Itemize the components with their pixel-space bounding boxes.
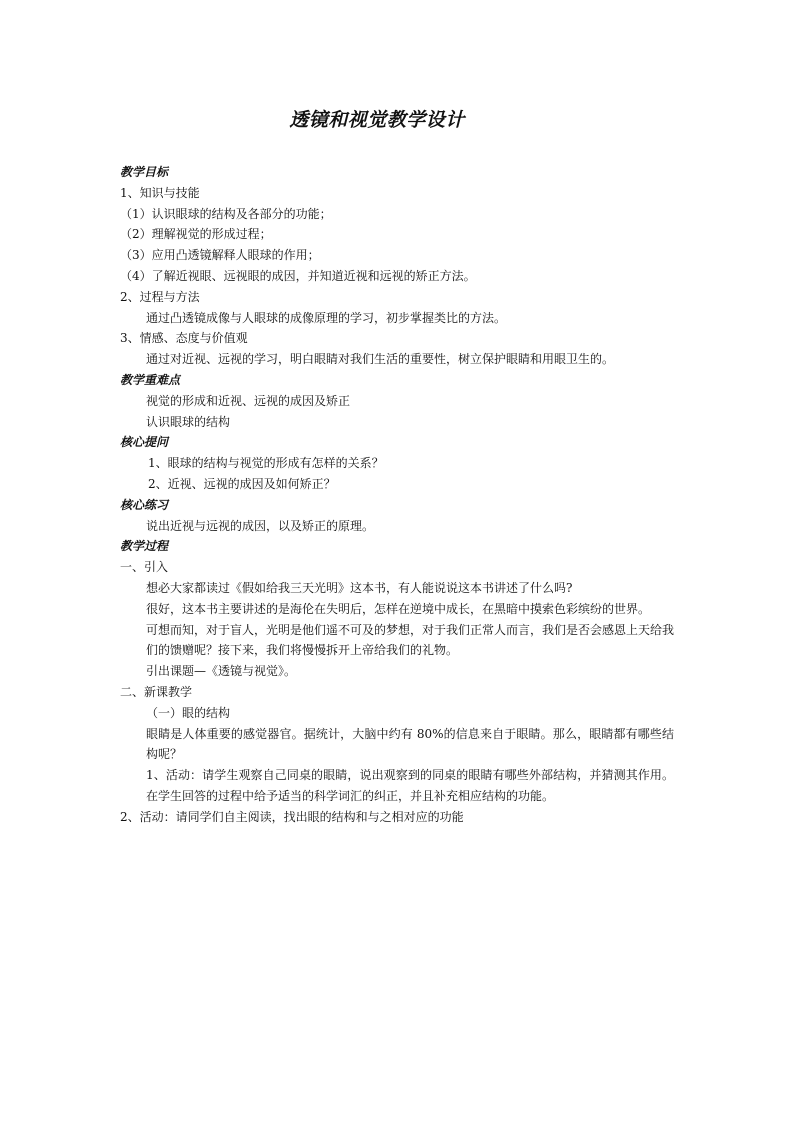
knowledge-heading: 1、知识与技能 — [120, 185, 200, 200]
key-points-heading: 教学重难点 — [120, 372, 181, 387]
knowledge-item: （3）应用凸透镜解释人眼球的作用； — [120, 248, 320, 263]
activity-two-text: 2、活动：请同学们自主阅读，找出眼的结构和与之相对应的功能 — [120, 809, 464, 824]
emotion-heading: 3、情感、态度与价值观 — [120, 331, 248, 346]
eye-structure-heading: （一）眼的结构 — [146, 705, 231, 720]
new-lesson-heading: 二、新课教学 — [120, 684, 193, 699]
core-question-item: 1、眼球的结构与视觉的形成有怎样的关系？ — [148, 456, 384, 471]
teaching-process-heading: 教学过程 — [120, 539, 169, 554]
intro-heading: 一、引入 — [120, 560, 169, 575]
core-practice-text: 说出近视与远视的成因，以及矫正的原理。 — [146, 518, 375, 533]
document-body — [120, 162, 680, 828]
core-questions-heading: 核心提问 — [120, 435, 169, 450]
eye-structure-text: 眼睛是人体重要的感觉器官。据统计，大脑中约有 80%的信息来自于眼睛。那么，眼睛都有哪些结构呢？ — [146, 726, 674, 762]
knowledge-item: （2）理解视觉的形成过程； — [120, 227, 272, 242]
document-title: 透镜和视觉教学设计 — [289, 109, 465, 131]
core-question-item: 2、近视、远视的成因及如何矫正？ — [148, 476, 336, 491]
intro-paragraph: 想必大家都读过《假如给我三天光明》这本书，有人能说说这本书讲述了什么吗? — [146, 580, 573, 595]
intro-paragraph: 引出课题—《透镜与视觉》。 — [146, 664, 297, 679]
intro-paragraph: 可想而知，对于盲人，光明是他们遥不可及的梦想，对于我们正常人而言，我们是否会感恩上天给我们的馈赠呢？接下来，我们将慢慢拆开上帝给我们的礼物。 — [146, 622, 675, 658]
knowledge-item: （1）认识眼球的结构及各部分的功能； — [120, 206, 332, 221]
intro-paragraph: 很好，这本书主要讲述的是海伦在失明后，怎样在逆境中成长，在黑暗中摸索色彩缤纷的世界。 — [146, 601, 651, 616]
process-method-heading: 2、过程与方法 — [120, 289, 200, 304]
process-method-text: 通过凸透镜成像与人眼球的成像原理的学习，初步掌握类比的方法。 — [146, 310, 507, 325]
key-point-item: 认识眼球的结构 — [146, 414, 231, 429]
emotion-text: 通过对近视、远视的学习，明白眼睛对我们生活的重要性，树立保护眼睛和用眼卫生的。 — [146, 352, 615, 367]
goals-heading: 教学目标 — [120, 165, 169, 179]
core-practice-heading: 核心练习 — [120, 497, 169, 512]
key-point-item: 视觉的形成和近视、远视的成因及矫正 — [146, 393, 351, 408]
activity-one-text: 1、活动：请学生观察自己同桌的眼睛，说出观察到的同桌的眼睛有哪些外部结构，并猜测其作用。在学生回答的过程中给予适当的科学词汇的纠正，并且补充相应结构的功能。 — [146, 768, 674, 803]
knowledge-item: （4）了解近视眼、远视眼的成因，并知道近视和远视的矫正方法。 — [120, 268, 476, 283]
